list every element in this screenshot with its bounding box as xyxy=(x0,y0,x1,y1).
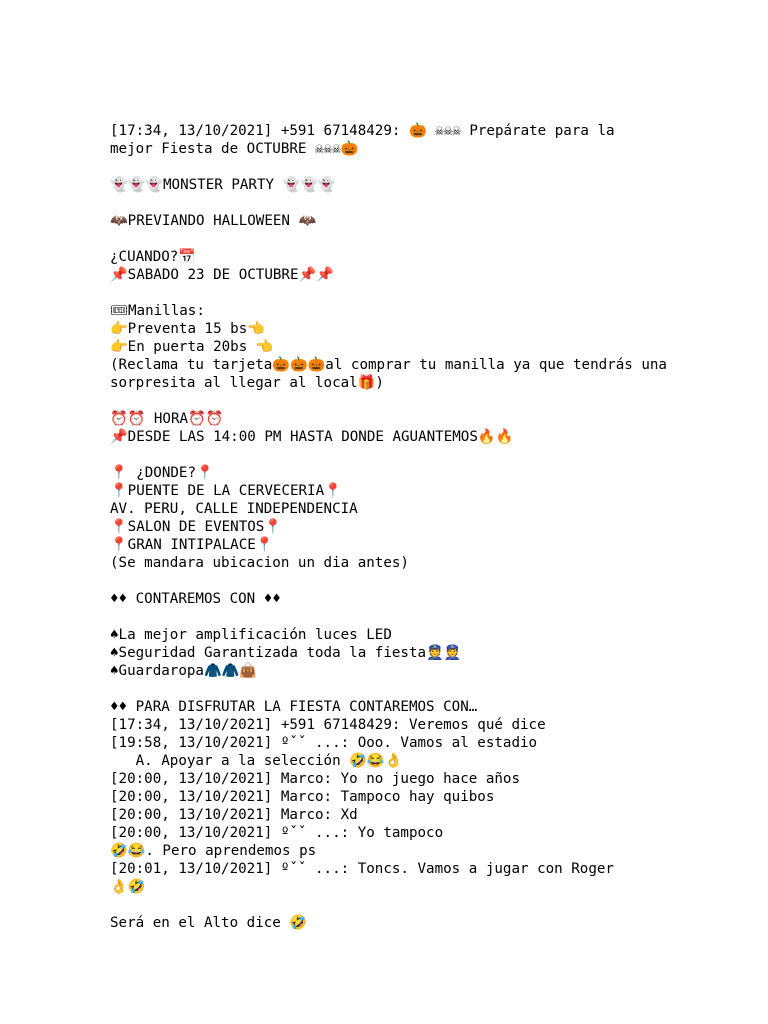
ticket-note: sorpresita al llegar al local🎁) xyxy=(110,375,384,391)
tickets-heading: 🎟Manillas: xyxy=(110,303,205,319)
venue-line: AV. PERU, CALLE INDEPENDENCIA xyxy=(110,501,358,517)
blank-line xyxy=(110,392,750,410)
blank-line xyxy=(110,896,750,914)
time-heading: ⏰⏰ HORA⏰⏰ xyxy=(110,411,224,427)
event-title: 👻👻👻MONSTER PARTY 👻👻👻 xyxy=(110,177,336,193)
chat-line: [20:00, 13/10/2021] Marco: Yo no juego hace años xyxy=(110,771,520,787)
blank-line xyxy=(110,446,750,464)
chat-line: 👌🤣 xyxy=(110,879,146,895)
blank-line xyxy=(110,608,750,626)
chat-line: [17:34, 13/10/2021] +591 67148429: 🎃 ☠☠☠ Prepárate para la xyxy=(110,123,615,139)
features-heading: ♦♦ CONTAREMOS CON ♦♦ xyxy=(110,591,281,607)
feature-item: ♠La mejor amplificación luces LED xyxy=(110,627,392,643)
venue-line: 📍SALON DE EVENTOS📍 xyxy=(110,519,282,535)
chat-line: [20:00, 13/10/2021] Marco: Xd xyxy=(110,807,358,823)
venue-line: 📍PUENTE DE LA CERVECERIA📍 xyxy=(110,483,342,499)
features-footer: ♦♦ PARA DISFRUTAR LA FIESTA CONTAREMOS CON… xyxy=(110,699,478,715)
chat-line: [19:58, 13/10/2021] ºˇˇ ...: Ooo. Vamos al estadio xyxy=(110,735,538,751)
chat-line: mejor Fiesta de OCTUBRE ☠☠☠🎃 xyxy=(110,141,359,157)
event-date: 📌SABADO 23 DE OCTUBRE📌📌 xyxy=(110,267,334,283)
feature-item: ♠Guardaropa🧥🧥👜 xyxy=(110,663,257,679)
document-page xyxy=(110,122,750,932)
venue-line: 📍GRAN INTIPALACE📍 xyxy=(110,537,274,553)
blank-line xyxy=(110,194,750,212)
blank-line xyxy=(110,158,750,176)
feature-item: ♠Seguridad Garantizada toda la fiesta👮👮 xyxy=(110,645,462,661)
when-heading: ¿CUANDO?📅 xyxy=(110,249,196,265)
chat-line: [20:00, 13/10/2021] Marco: Tampoco hay quibos xyxy=(110,789,495,805)
blank-line xyxy=(110,680,750,698)
ticket-note: (Reclama tu tarjeta🎃🎃🎃al comprar tu manilla ya que tendrás una xyxy=(110,357,667,373)
blank-line xyxy=(110,284,750,302)
event-subtitle: 🦇PREVIANDO HALLOWEEN 🦇 xyxy=(110,213,317,229)
blank-line xyxy=(110,572,750,590)
chat-line: Será en el Alto dice 🤣 xyxy=(110,915,308,931)
event-time: 📌DESDE LAS 14:00 PM HASTA DONDE AGUANTEMOS🔥🔥 xyxy=(110,429,514,445)
where-heading: 📍 ¿DONDE?📍 xyxy=(110,465,214,481)
venue-note: (Se mandara ubicacion un dia antes) xyxy=(110,555,409,571)
presale-price: 👉Preventa 15 bs👈 xyxy=(110,321,265,337)
chat-line: 🤣😂. Pero aprendemos ps xyxy=(110,843,317,859)
chat-line: [17:34, 13/10/2021] +591 67148429: Veremos qué dice xyxy=(110,717,546,733)
chat-line: A. Apoyar a la selección 🤣😂👌 xyxy=(110,753,403,769)
chat-line: [20:00, 13/10/2021] ºˇˇ ...: Yo tampoco xyxy=(110,825,444,841)
chat-line: [20:01, 13/10/2021] ºˇˇ ...: Toncs. Vamos a jugar con Roger xyxy=(110,861,614,877)
blank-line xyxy=(110,230,750,248)
door-price: 👉En puerta 20bs 👈 xyxy=(110,339,274,355)
